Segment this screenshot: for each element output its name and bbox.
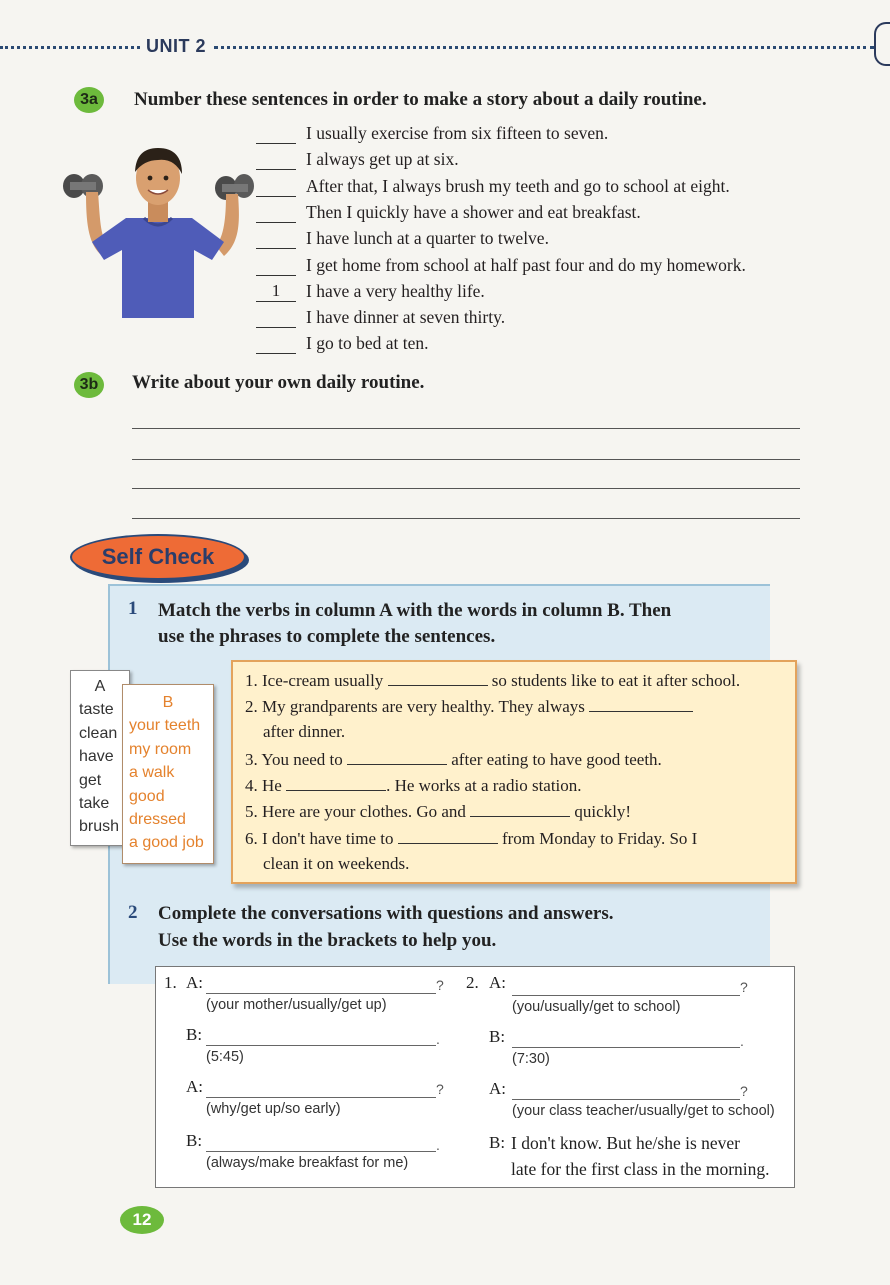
column-a-item[interactable]: brush <box>79 818 120 836</box>
answer-blank[interactable] <box>286 775 386 791</box>
column-b-item[interactable]: your teeth <box>129 717 201 735</box>
unit-title: UNIT 2 <box>146 36 207 56</box>
answer-blank[interactable] <box>388 670 488 686</box>
answer-line[interactable] <box>206 1097 436 1098</box>
answer-line[interactable] <box>512 995 740 996</box>
order-blank[interactable] <box>256 122 296 144</box>
column-b-header: B <box>162 694 174 711</box>
order-blank[interactable] <box>256 306 296 328</box>
page-number-badge: 12 <box>120 1206 164 1234</box>
answer-line[interactable] <box>206 1151 436 1152</box>
hint-text: (why/get up/so early) <box>206 1101 341 1117</box>
writing-line[interactable] <box>132 488 800 489</box>
answer-line[interactable] <box>206 993 436 994</box>
sentence-text: I usually exercise from six fifteen to seven. <box>306 123 609 143</box>
writing-line[interactable] <box>132 428 800 429</box>
story-sentence <box>256 302 505 328</box>
order-blank[interactable] <box>256 148 296 170</box>
task1-instruction-line1: Match the verbs in column A with the words in column B. Then <box>158 600 672 621</box>
column-b-item[interactable]: a good job <box>129 834 204 852</box>
order-blank[interactable] <box>256 332 296 354</box>
hint-text: (your mother/usually/get up) <box>206 997 387 1013</box>
answer-line[interactable] <box>512 1099 740 1100</box>
period-mark: . <box>740 1033 744 1049</box>
column-a-item[interactable]: clean <box>79 724 118 742</box>
fill-sentence-4: 4. He . He works at a radio station. <box>245 776 582 795</box>
conversation-2-label: 2. <box>466 973 479 992</box>
sentence-text: I have a very healthy life. <box>306 281 485 301</box>
hint-text: (you/usually/get to school) <box>512 999 681 1015</box>
answer-blank[interactable] <box>398 828 498 844</box>
question-mark: ? <box>436 1081 444 1097</box>
column-a-item[interactable]: get <box>79 771 102 789</box>
story-sentence <box>256 118 608 144</box>
sentence-text: I go to bed at ten. <box>306 333 429 353</box>
fill-sentence-1: 1. Ice-cream usually so students like to eat it after school. <box>245 671 741 690</box>
speaker-a-label: A: <box>186 1077 203 1096</box>
exercise-3a-heading: Number these sentences in order to make a story about a daily routine. <box>134 89 707 110</box>
question-mark: ? <box>740 979 748 995</box>
story-sentence <box>256 197 641 223</box>
unit-header <box>0 36 890 60</box>
order-blank[interactable] <box>256 227 296 249</box>
speaker-b-label: B: <box>489 1133 506 1152</box>
column-b-card <box>122 684 214 864</box>
answer-blank[interactable] <box>347 749 447 765</box>
task2-instruction-line1: Complete the conversations with questions and answers. <box>158 903 614 924</box>
header-dots-left <box>0 46 140 50</box>
column-a-item[interactable]: taste <box>79 701 114 719</box>
fill-sentence-5: 5. Here are your clothes. Go and quickly! <box>245 802 632 821</box>
conversations-box <box>155 966 795 1188</box>
order-blank[interactable] <box>256 254 296 276</box>
fill-sentence-2: 2. My grandparents are very healthy. They always <box>245 696 693 717</box>
header-dots-right <box>214 46 874 50</box>
task2-instruction-line2: Use the words in the brackets to help you. <box>158 930 497 951</box>
period-mark: . <box>436 1137 440 1153</box>
answer-blank[interactable] <box>470 801 570 817</box>
column-a-item[interactable]: have <box>79 748 114 766</box>
exercise-3b-heading: Write about your own daily routine. <box>132 372 425 393</box>
sentence-text: I always get up at six. <box>306 149 459 169</box>
self-check-title: Self Check <box>70 534 246 580</box>
speaker-a-label: A: <box>489 1079 506 1098</box>
order-blank[interactable]: 1 <box>256 280 296 302</box>
hint-text: (your class teacher/usually/get to school) <box>512 1103 775 1119</box>
answer-blank[interactable] <box>589 696 693 712</box>
fill-sentence-3: 3. You need to after eating to have good teeth. <box>245 750 662 769</box>
column-a-header: A <box>94 678 106 695</box>
page-corner-bracket <box>874 22 890 66</box>
question-mark: ? <box>740 1083 748 1099</box>
hint-text: (always/make breakfast for me) <box>206 1155 409 1171</box>
column-b-item[interactable]: my room <box>129 740 192 758</box>
given-answer-line1: I don't know. But he/she is never <box>511 1133 740 1153</box>
fill-sentence-6: 6. I don't have time to from Monday to Friday. So I <box>245 829 698 848</box>
hint-text: (5:45) <box>206 1049 244 1065</box>
sentence-text: I have dinner at seven thirty. <box>306 307 506 327</box>
conversation-1-label: 1. <box>164 973 177 992</box>
story-sentence <box>256 328 428 354</box>
story-sentence <box>256 144 459 170</box>
speaker-b-label: B: <box>186 1025 203 1044</box>
speaker-b-label: B: <box>489 1027 506 1046</box>
column-a-card <box>70 670 130 846</box>
order-blank[interactable] <box>256 175 296 197</box>
exercise-3a-badge: 3a <box>74 87 104 113</box>
task1-number: 1 <box>128 598 138 619</box>
column-a-item[interactable]: take <box>79 795 110 813</box>
sentence-text: I have lunch at a quarter to twelve. <box>306 228 549 248</box>
sentence-text: After that, I always brush my teeth and go to school at eight. <box>306 176 730 196</box>
boy-exercising-illustration <box>56 142 256 318</box>
answer-line[interactable] <box>512 1047 740 1048</box>
speaker-b-label: B: <box>186 1131 203 1150</box>
task1-instruction-line2: use the phrases to complete the sentences. <box>158 626 496 647</box>
column-b-item[interactable]: dressed <box>129 811 186 829</box>
writing-line[interactable] <box>132 459 800 460</box>
answer-line[interactable] <box>206 1045 436 1046</box>
fill-sentence-2-cont: after dinner. <box>263 722 346 741</box>
story-sentence <box>256 171 730 197</box>
column-b-item[interactable]: a walk <box>129 764 175 782</box>
story-sentence <box>256 276 485 302</box>
question-mark: ? <box>436 977 444 993</box>
sentence-text: I get home from school at half past four and do my homework. <box>306 255 746 275</box>
fill-in-sentences-box <box>231 660 797 884</box>
sentence-text: Then I quickly have a shower and eat breakfast. <box>306 202 641 222</box>
writing-line[interactable] <box>132 518 800 519</box>
fill-sentence-6-cont: clean it on weekends. <box>263 854 410 873</box>
hint-text: (7:30) <box>512 1051 550 1067</box>
task2-number: 2 <box>128 902 138 923</box>
exercise-3b-badge: 3b <box>74 372 104 398</box>
story-sentence <box>256 250 746 276</box>
speaker-a-label: A: <box>489 973 506 992</box>
given-answer-line2: late for the first class in the morning. <box>511 1159 770 1179</box>
order-blank[interactable] <box>256 201 296 223</box>
column-b-item[interactable]: good <box>129 787 165 805</box>
speaker-a-label: A: <box>186 973 203 992</box>
period-mark: . <box>436 1031 440 1047</box>
story-sentence <box>256 223 549 249</box>
